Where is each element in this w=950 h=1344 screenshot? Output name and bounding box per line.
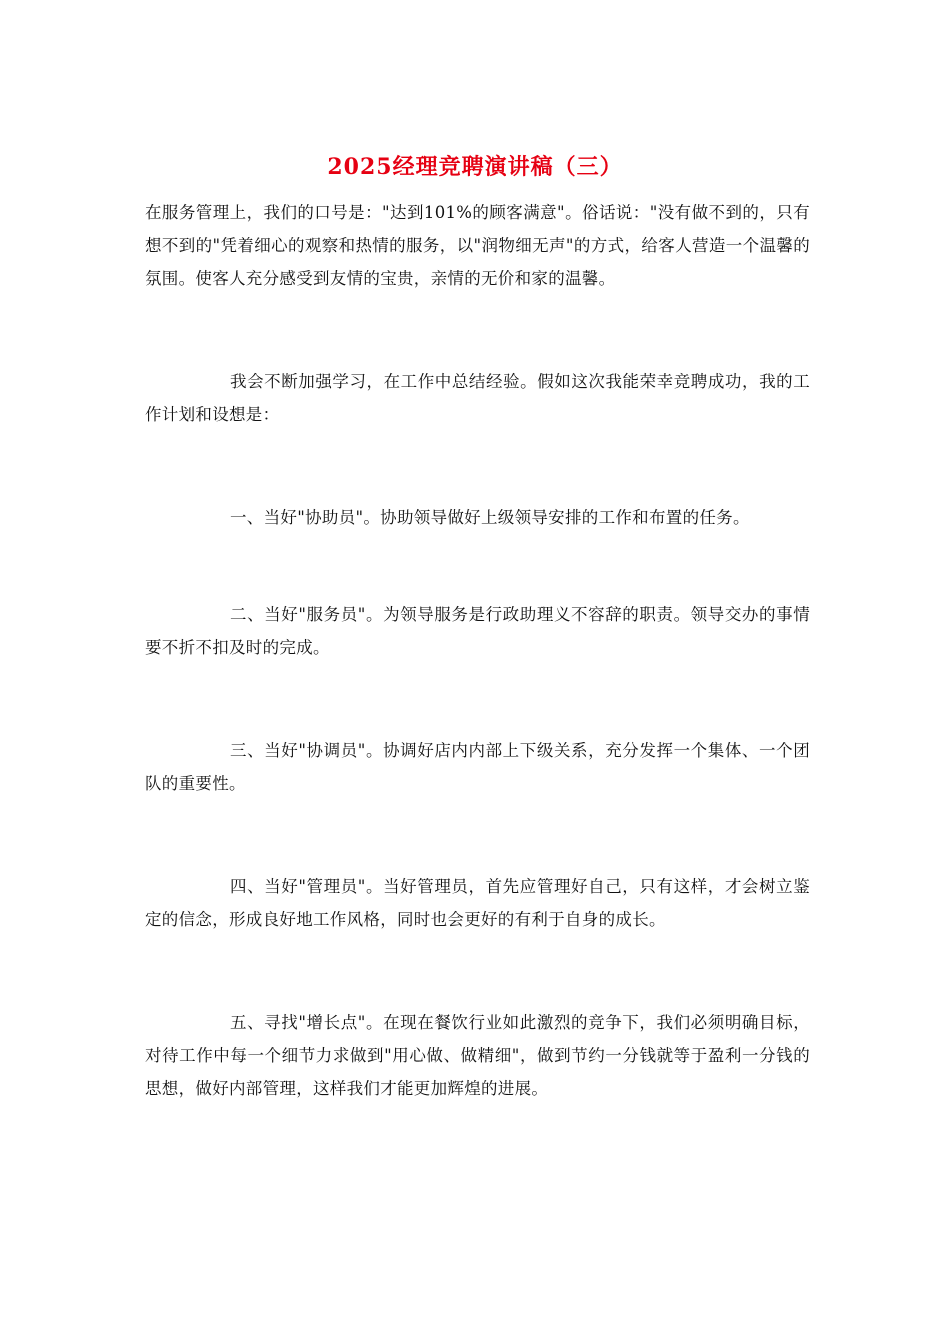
- paragraph-item-5: 五、寻找"增长点"。在现在餐饮行业如此激烈的竞争下，我们必须明确目标，对待工作中每一个细节力求做到"用心做、做精细"，做到节约一分钱就等于盈利一分钱的思想，做好内部管理，这样我们才能更加辉煌的进展。: [145, 1013, 810, 1098]
- paragraph-learning: 我会不断加强学习，在工作中总结经验。假如这次我能荣幸竞聘成功，我的工作计划和设想是：: [145, 372, 810, 424]
- paragraph-item-4: 四、当好"管理员"。当好管理员，首先应管理好自己，只有这样，才会树立鉴定的信念，形成良好地工作风格，同时也会更好的有利于自身的成长。: [145, 877, 810, 929]
- paragraph-service-management: 在服务管理上，我们的口号是："达到101%的顾客满意"。俗话说："没有做不到的，只有想不到的"凭着细心的观察和热情的服务，以"润物细无声"的方式，给客人营造一个温馨的氛围。使客人充分感受到友情的宝贵，亲情的无价和家的温馨。: [145, 203, 810, 288]
- paragraph-item-3: 三、当好"协调员"。协调好店内内部上下级关系，充分发挥一个集体、一个团队的重要性。: [145, 741, 810, 793]
- document-title: 2025经理竞聘演讲稿（三）: [327, 154, 623, 180]
- paragraph-item-1: 一、当好"协助员"。协助领导做好上级领导安排的工作和布置的任务。: [230, 508, 750, 527]
- document-body: [145, 196, 810, 1105]
- paragraph-item-2: 二、当好"服务员"。为领导服务是行政助理义不容辞的职责。领导交办的事情要不折不扣及时的完成。: [145, 605, 810, 657]
